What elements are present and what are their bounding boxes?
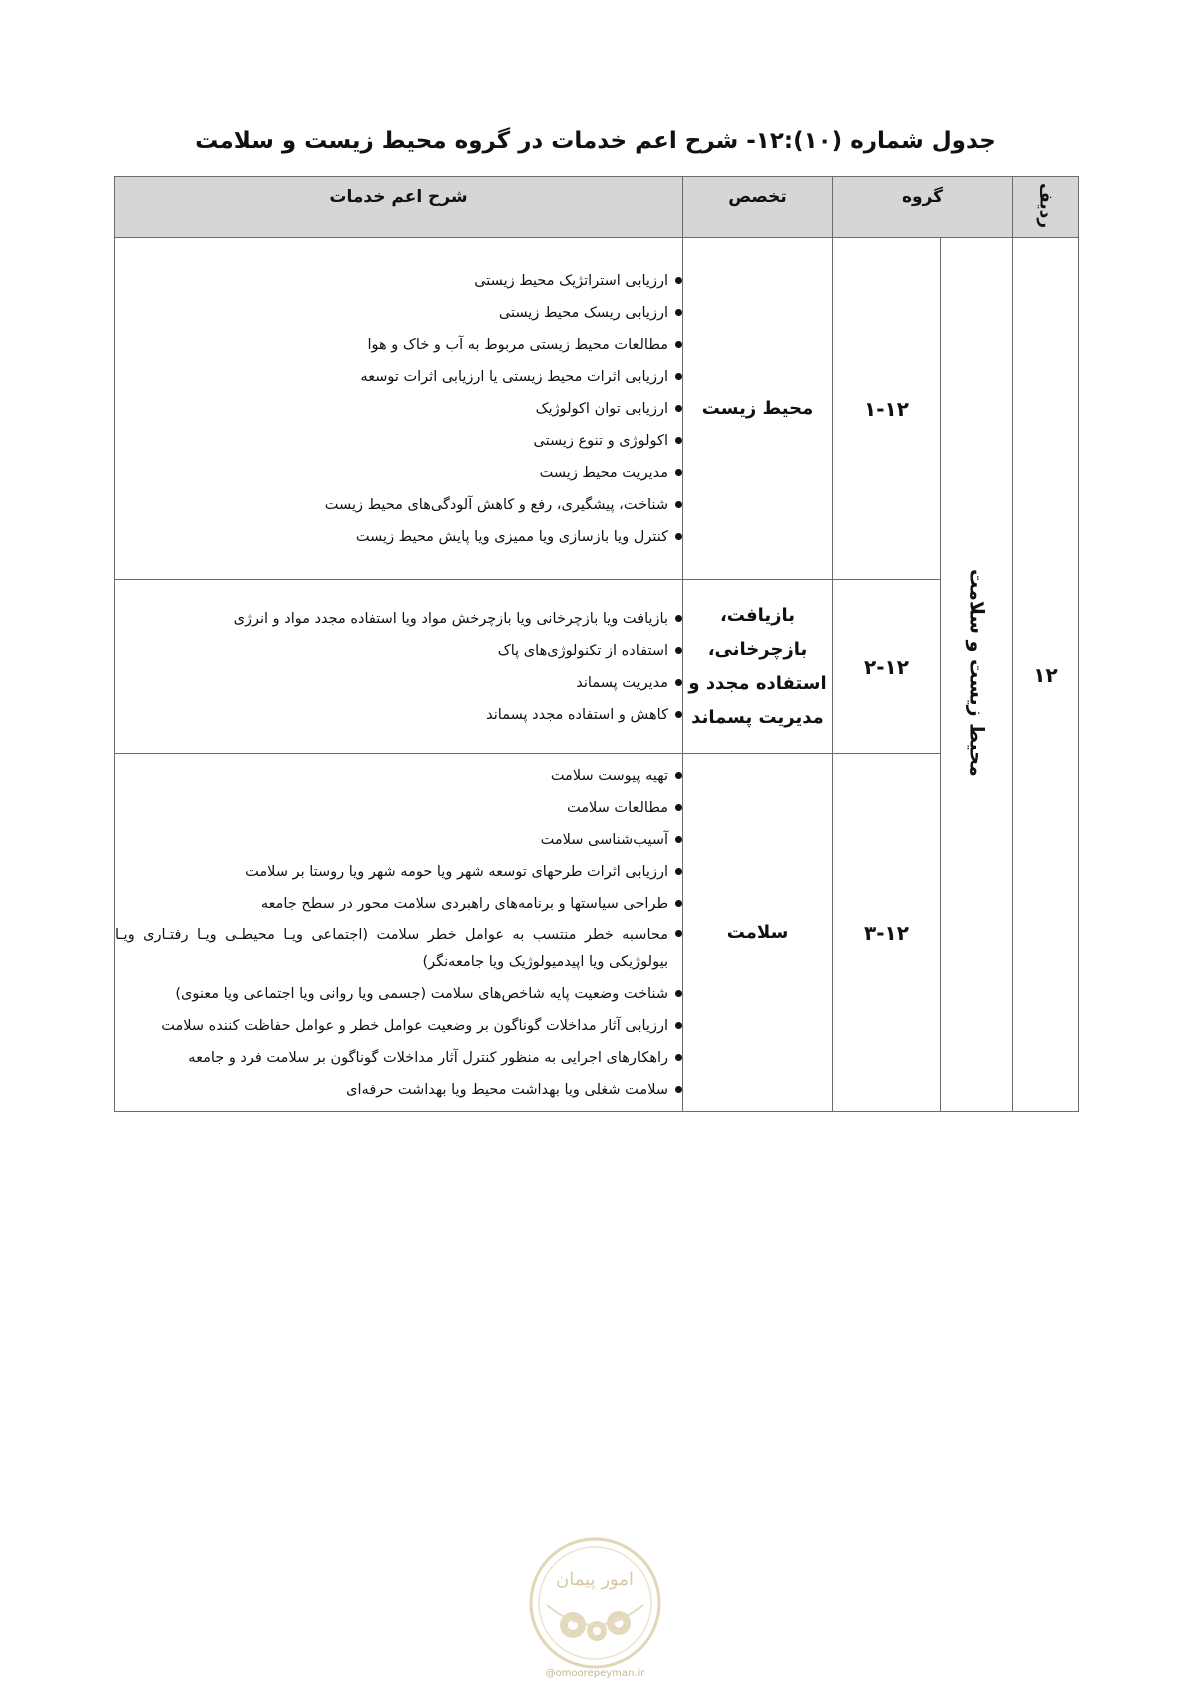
table-header-row xyxy=(115,177,1079,238)
bullet-icon xyxy=(675,679,682,686)
table-row xyxy=(115,238,1079,580)
bullet-icon xyxy=(675,647,682,654)
bullet-icon xyxy=(675,341,682,348)
list-item: تهیه پیوست سلامت xyxy=(115,760,682,792)
list-item: مطالعات سلامت xyxy=(115,792,682,824)
list-item: ارزیابی استراتژیک محیط زیستی xyxy=(115,265,682,297)
bullet-icon xyxy=(675,615,682,622)
group-name: محیط زیست و سلامت xyxy=(941,238,1013,1112)
logo-text: امور پیمان xyxy=(556,1569,634,1590)
bullet-icon xyxy=(675,309,682,316)
list-item: مطالعات محیط زیستی مربوط به آب و خاک و هوا xyxy=(115,329,682,361)
bullet-icon xyxy=(675,1086,682,1093)
bullet-icon xyxy=(675,930,682,937)
bullet-icon xyxy=(675,277,682,284)
list-item: شناخت، پیشگیری، رفع و کاهش آلودگی‌های محیط زیست xyxy=(115,489,682,521)
bullet-icon xyxy=(675,1054,682,1061)
subgroup-code: ۲-۱۲ xyxy=(833,580,941,754)
subgroup-code: ۱-۱۲ xyxy=(833,238,941,580)
specialty-name: محیط زیست xyxy=(683,238,833,580)
list-item: راهکارهای اجرایی به منظور کنترل آثار مداخلات گوناگون بر سلامت فرد و جامعه xyxy=(115,1042,682,1074)
list-item: طراحی سیاستها و برنامه‌های راهبردی سلامت محور در سطح جامعه xyxy=(115,888,682,920)
bullet-icon xyxy=(675,900,682,907)
bullet-icon xyxy=(675,836,682,843)
list-item: استفاده از تکنولوژی‌های پاک xyxy=(115,635,682,667)
list-item: مدیریت محیط زیست xyxy=(115,457,682,489)
watermark-logo-icon xyxy=(527,1535,663,1671)
header-specialty: تخصص xyxy=(683,177,833,238)
list-item: سلامت شغلی ویا بهداشت محیط ویا بهداشت حرفه‌ای xyxy=(115,1074,682,1106)
list-item: بازیافت ویا بازچرخانی ویا بازچرخش مواد ویا استفاده مجدد مواد و انرژی xyxy=(115,603,682,635)
subgroup-code: ۳-۱۲ xyxy=(833,754,941,1112)
list-item: ارزیابی توان اکولوژیک xyxy=(115,393,682,425)
page-title: جدول شماره (۱۰):۱۲- شرح اعم خدمات در گروه محیط زیست و سلامت xyxy=(195,128,996,154)
bullet-icon xyxy=(675,469,682,476)
list-item: مدیریت پسماند xyxy=(115,667,682,699)
list-item: ارزیابی ریسک محیط زیستی xyxy=(115,297,682,329)
specialty-name: بازیافت، بازچرخانی، استفاده مجدد و مدیریت پسماند xyxy=(683,580,833,754)
list-item: اکولوژی و تنوع زیستی xyxy=(115,425,682,457)
list-item: محاسبه خطر منتسب به عوامل خطر سلامت (اجتماعی ویـا محیطـی ویـا رفتـاری ویـا بیولوژیکی ویا اپیدمیولوژیک ویا جامعه‌نگر) xyxy=(115,920,682,978)
bullet-icon xyxy=(675,868,682,875)
service-description xyxy=(115,754,683,1112)
services-table xyxy=(114,176,1079,1112)
watermark-handle: @omoorepeyman.ir xyxy=(545,1668,645,1679)
bullet-icon xyxy=(675,711,682,718)
service-description xyxy=(115,580,683,754)
table-row xyxy=(115,580,1079,754)
list-item: آسیب‌شناسی سلامت xyxy=(115,824,682,856)
table-row xyxy=(115,754,1079,1112)
service-description xyxy=(115,238,683,580)
bullet-icon xyxy=(675,990,682,997)
list-item: ارزیابی اثرات طرحهای توسعه شهر ویا حومه شهر ویا روستا بر سلامت xyxy=(115,856,682,888)
bullet-icon xyxy=(675,501,682,508)
bullet-icon xyxy=(675,1022,682,1029)
list-item: ارزیابی اثرات محیط زیستی یا ارزیابی اثرات توسعه xyxy=(115,361,682,393)
bullet-icon xyxy=(675,373,682,380)
list-item: کنترل ویا بازسازی ویا ممیزی ویا پایش محیط زیست xyxy=(115,521,682,553)
list-item: کاهش و استفاده مجدد پسماند xyxy=(115,699,682,731)
list-item: شناخت وضعیت پایه شاخص‌های سلامت (جسمی ویا روانی ویا اجتماعی ویا معنوی) xyxy=(115,978,682,1010)
specialty-name: سلامت xyxy=(683,754,833,1112)
header-group: گروه xyxy=(833,177,1013,238)
header-radif: ردیف xyxy=(1013,177,1079,238)
list-item: ارزیابی آثار مداخلات گوناگون بر وضعیت عوامل خطر و عوامل حفاظت کننده سلامت xyxy=(115,1010,682,1042)
row-number: ۱۲ xyxy=(1013,238,1079,1112)
bullet-icon xyxy=(675,437,682,444)
bullet-icon xyxy=(675,533,682,540)
bullet-icon xyxy=(675,772,682,779)
header-description: شرح اعم خدمات xyxy=(115,177,683,238)
bullet-icon xyxy=(675,804,682,811)
bullet-icon xyxy=(675,405,682,412)
